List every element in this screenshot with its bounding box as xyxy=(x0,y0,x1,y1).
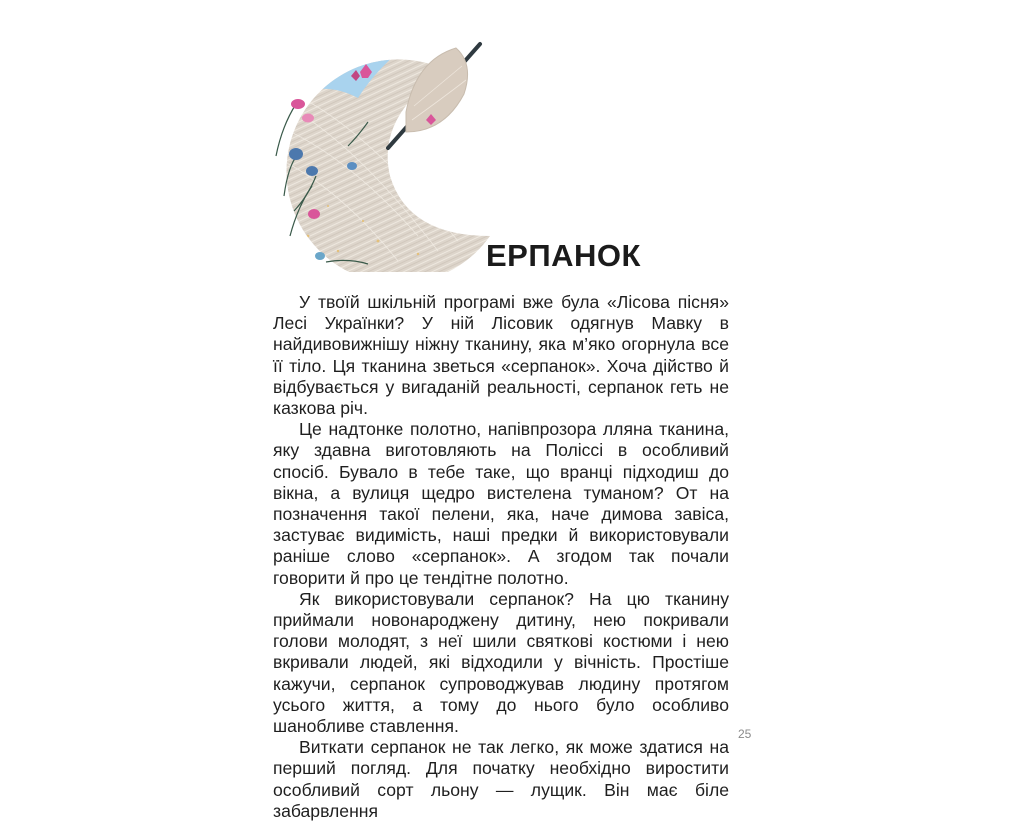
article-body xyxy=(273,292,729,822)
paragraph: Як використовували серпанок? На цю тканину приймали новонароджену дитину, нею покривали голови молодят, з неї шили святкові костюми і нею вкривали людей, які відходили у вічність. Простіше кажучи, серпанок супроводжував людину протягом усього життя, а тому до нього було особливо шанобливе ставлення. xyxy=(273,588,729,737)
decorative-initial-letter-illustration xyxy=(268,36,490,272)
page-number: 25 xyxy=(738,727,752,741)
page-title: ЕРПАНОК xyxy=(486,238,641,273)
paragraph: Це надтонке полотно, напівпрозора лляна тканина, яку здавна виготовляють на Поліссі в особливий спосіб. Бувало в тебе таке, що вранці підходиш до вікна, а вулиця щедро вистелена туманом? От на позначення такої пелени, яка, наче димова завіса, застуває видимість, наші предки й використовували раніше слово «серпанок». А згодом так почали говорити й про це тендітне полотно. xyxy=(273,419,729,588)
paragraph: Виткати серпанок не так легко, як може здатися на перший погляд. Для початку необхідно виростити особливий сорт льону — лущик. Він має біле забарвлення xyxy=(273,737,729,821)
paragraph: У твоїй шкільній програмі вже була «Лісова пісня» Лесі Українки? У ній Лісовик одягнув Мавку в найдивовижнішу ніжну тканину, яка м’яко огорнула все її тіло. Ця тканина зветься «серпанок». Хоча дійство й відбувається у вигаданій реальності, серпанок геть не казкова річ. xyxy=(273,292,729,419)
